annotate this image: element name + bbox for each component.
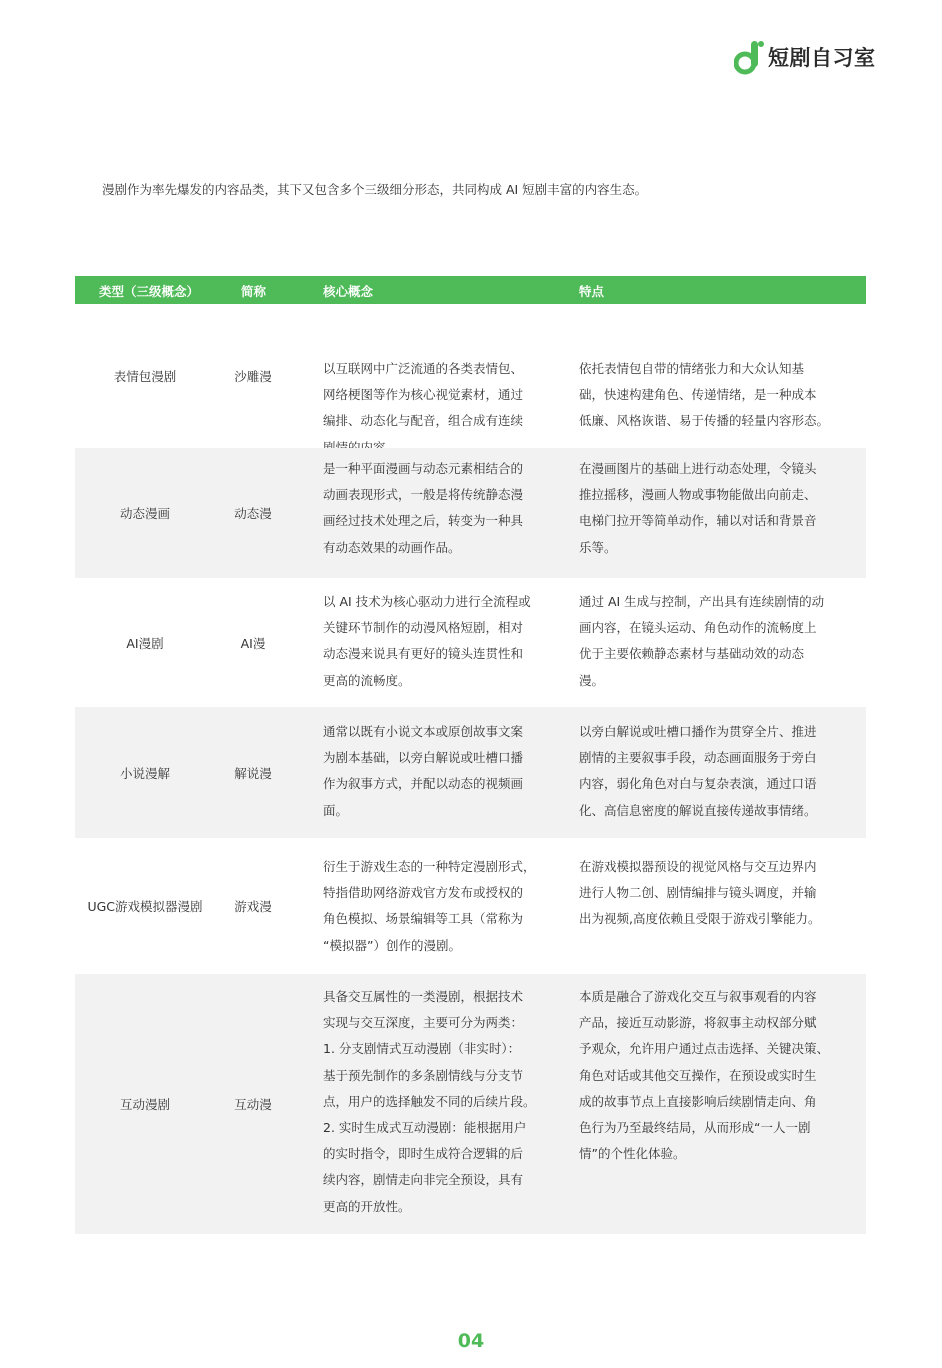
row-abbr: AI漫 — [240, 635, 266, 651]
row-abbr: 互动漫 — [234, 1097, 272, 1112]
brand-name: 短剧自习室 — [768, 46, 876, 70]
table-header — [75, 276, 866, 304]
page-number: 04 — [457, 1330, 485, 1352]
row-core: 以互联网中广泛流通的各类表情包、 网络梗图等作为核心视觉素材，通过 编排、动态化与配音，组合成有连续 — [323, 361, 524, 429]
row-feature: 以旁白解说或吐槽口播作为贯穿全片、推进 剧情的主要叙事手段，动态画面服务于旁白 内容，弱化角色对白与复杂表演，通过口语 化、高信息密度的解说直接传递故事情绪。 — [579, 724, 817, 818]
table-row — [75, 448, 866, 578]
row-type: 动态漫画 — [119, 506, 170, 521]
brand-logo — [734, 38, 876, 76]
row-abbr: 解说漫 — [234, 765, 272, 781]
brand-logo-icon — [734, 38, 764, 76]
row-core: 衍生于游戏生态的一种特定漫剧形式， 特指借助网络游戏官方发布或授权的 角色模拟、场景编辑等工具（常称为 “模拟器”）创作的漫剧。 — [323, 859, 536, 953]
row-feature: 依托表情包自带的情绪张力和大众认知基 础，快速构建角色、传递情绪，是一种成本 低廉、风格诙谐、易于传播的轻量内容形态。 — [579, 361, 830, 429]
row-type: UGC游戏模拟器漫剧 — [87, 899, 203, 914]
row-type: 表情包漫剧 — [113, 369, 177, 384]
row-abbr: 沙雕漫 — [234, 369, 272, 384]
header-feature: 特点 — [579, 284, 605, 299]
table-row — [75, 707, 866, 838]
row-feature: 通过 AI 生成与控制，产出具有连续剧情的动 画内容，在镜头运动、角色动作的流畅度上 优于主要依赖静态素材与基础动效的动态 漫。 — [579, 594, 825, 688]
row-feature: 在漫画图片的基础上进行动态处理，令镜头 推拉摇移，漫画人物或事物能做出向前走、 电梯门拉开等简单动作，辅以对话和背景音 乐等。 — [579, 461, 817, 555]
table-row — [75, 304, 866, 448]
comparison-table — [75, 276, 866, 1234]
row-abbr: 动态漫 — [234, 506, 272, 521]
row-core: 以 AI 技术为核心驱动力进行全流程或 关键环节制作的动漫风格短剧，相对 动态漫来说具有更好的镜头连贯性和 更高的流畅度。 — [323, 594, 531, 688]
row-core: 通常以既有小说文本或原创故事文案 为剧本基础，以旁白解说或吐槽口播 作为叙事方式，并配以动态的视频画 面。 — [323, 724, 524, 818]
row-feature: 本质是融合了游戏化交互与叙事观看的内容 产品，接近互动影游，将叙事主动权部分赋 予观众，允许用户通过点击选择、关键决策、 角色对话或其他交互操作，在预设或实时生 成的故事节点上直接影响后续剧情走向、角 色行为乃至最终结局，从而形成“一人一剧 情”的个性化体验。 — [579, 989, 830, 1162]
row-type: AI漫剧 — [126, 635, 164, 651]
header-abbr: 简称 — [241, 284, 267, 299]
header-type: 类型（三级概念） — [99, 284, 200, 299]
table-row — [75, 838, 866, 974]
row-feature: 在游戏模拟器预设的视觉风格与交互边界内 进行人物二创、剧情编排与镜头调度，并输 出为视频,高度依赖且受限于游戏引擎能力。 — [579, 859, 821, 927]
row-abbr: 游戏漫 — [234, 899, 272, 914]
row-type: 互动漫剧 — [119, 1097, 170, 1112]
table-row — [75, 974, 866, 1234]
row-core: 具备交互属性的一类漫剧，根据技术 实现与交互深度，主要可分为两类： 1. 分支剧情式互动漫剧（非实时）： 基于预先制作的多条剧情线与分支节 点，用户的选择触发不同的后续片段。 2. 实时生成式互动漫剧：能根据用户 的实时指令，即时生成符合逻辑的后 续内容，剧情走向非完全预设，具有 更高的开放性。 — [323, 989, 536, 1214]
row-type: 小说漫解 — [119, 765, 170, 781]
intro-paragraph: 漫剧作为率先爆发的内容品类，其下又包含多个三级细分形态，共同构成 AI 短剧丰富的内容生态。 — [102, 182, 648, 197]
table-row — [75, 578, 866, 707]
row-core: 是一种平面漫画与动态元素相结合的 动画表现形式，一般是将传统静态漫 画经过技术处理之后，转变为一种具 有动态效果的动画作品。 — [323, 461, 524, 555]
header-core: 核心概念 — [323, 284, 374, 299]
